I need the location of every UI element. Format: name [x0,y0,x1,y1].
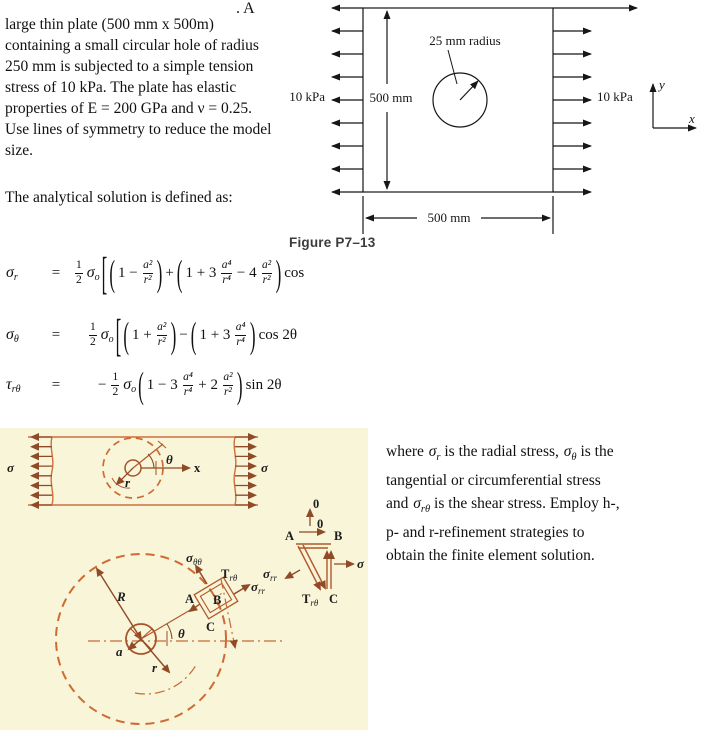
B-label-square: B [213,593,222,607]
top-fragment: . A [236,0,255,17]
eq-rhs: − $\frac{1}{2}$ σ o ( 1 − 3 $\frac{\text{a⁴}}{\text{r⁴}}$ + 2 $\frac{\text{a²}}{\text{r²}}$ ) sin 2θ [98,364,282,406]
A-label-triangle: A [285,529,295,543]
B-label-triangle: B [334,529,343,543]
intro-line: properties of E = 200 GPa and ν = 0.25. [5,100,253,117]
A-label-square: A [185,592,195,606]
figure-plate-diagram [285,0,704,240]
sigma-rr-label-triangle: σrr [263,566,278,583]
problem-statement [5,14,293,161]
a-label: a [116,644,123,659]
eq-lhs: σ θ [6,326,19,345]
sigma-left-label: σ [7,460,15,475]
sigma-right-label: σ [261,460,269,475]
y-axis-label: y [659,77,665,92]
where-line: p- and r-refinement strategies to [386,524,585,541]
theta-label: θ [166,452,173,467]
zero-label-1: 0 [313,497,320,511]
eq-rhs: $\frac{1}{2}$ σ o [ ( 1 + $\frac{\text{a²}}{\text{r²}}$ ) − ( 1 + 3 $\frac{\text{a⁴}}{\text{r⁴}}$ ) cos 2θ [90,309,298,361]
equals-sign: = [51,326,61,343]
x-label: x [194,461,201,475]
equation-sigma-theta [6,309,299,361]
figure-caption: Figure P7–13 [289,235,376,250]
hole-leader-line [448,50,457,84]
where-line: where $\sigma_r$ is the radial stress, $\sigma_\theta$ is the [386,443,614,463]
zero-label-2: 0 [317,517,324,531]
where-line: and $\sigma_{r\theta}$ is the shear stress. Employ h-, [386,495,620,515]
x-axis-label: x [689,111,695,126]
tau-rtheta-label-triangle: Trθ [302,592,319,608]
eq-lhs: σ r [6,264,18,283]
eq-lhs: τ rθ [6,376,21,395]
equals-sign: = [51,376,61,393]
theta-label-large: θ [178,626,185,641]
left-load-label: 10 kPa [289,89,325,104]
sigma-rr-label-square: σrr [251,579,266,596]
analytical-intro: The analytical solution is defined as: [5,189,233,206]
width-dim-label: 500 mm [427,210,471,225]
right-load-label: 10 kPa [597,89,633,104]
where-paragraph [386,440,700,567]
stress-element-diagram [0,428,368,730]
sigma-thetatheta-label: σθθ [186,550,202,567]
height-dim-label: 500 mm [369,90,413,105]
where-line: obtain the finite element solution. [386,547,595,564]
intro-line: containing a small circular hole of radius [5,37,259,54]
intro-line: size. [5,142,33,159]
plate-outline [332,8,696,234]
panel-background [0,428,368,730]
intro-line: stress of 10 kPa. The plate has elastic [5,79,237,96]
equation-sigma-r [6,247,306,299]
equation-tau-rtheta [6,362,284,408]
hole-radius-label: 25 mm radius [429,33,501,48]
r-label: r [125,475,131,490]
C-label-triangle: C [329,592,339,606]
equals-sign: = [51,264,61,281]
R-label: R [117,589,126,604]
eq-rhs: $\frac{1}{2}$ σ o [ ( 1 − $\frac{\text{a²}}{\text{r²}}$ ) + ( 1 + 3 $\frac{\text{a⁴}}{\text{r⁴}}$ − 4 $\frac{\text{a²}}{\text{r²}}$ ) cos [76,247,305,299]
C-label-square: C [206,620,216,634]
intro-line: Use lines of symmetry to reduce the model [5,121,272,138]
intro-line: large thin plate (500 mm x 500m) [5,16,214,33]
r-label-large: r [152,660,158,675]
where-line: tangential or circumferential stress [386,472,601,489]
tau-rtheta-label-square: Trθ [221,567,238,583]
intro-line: 250 mm is subjected to a simple tension [5,58,254,75]
sigma-label-triangle: σ [357,556,365,571]
hole-radius-arrow [460,81,478,100]
